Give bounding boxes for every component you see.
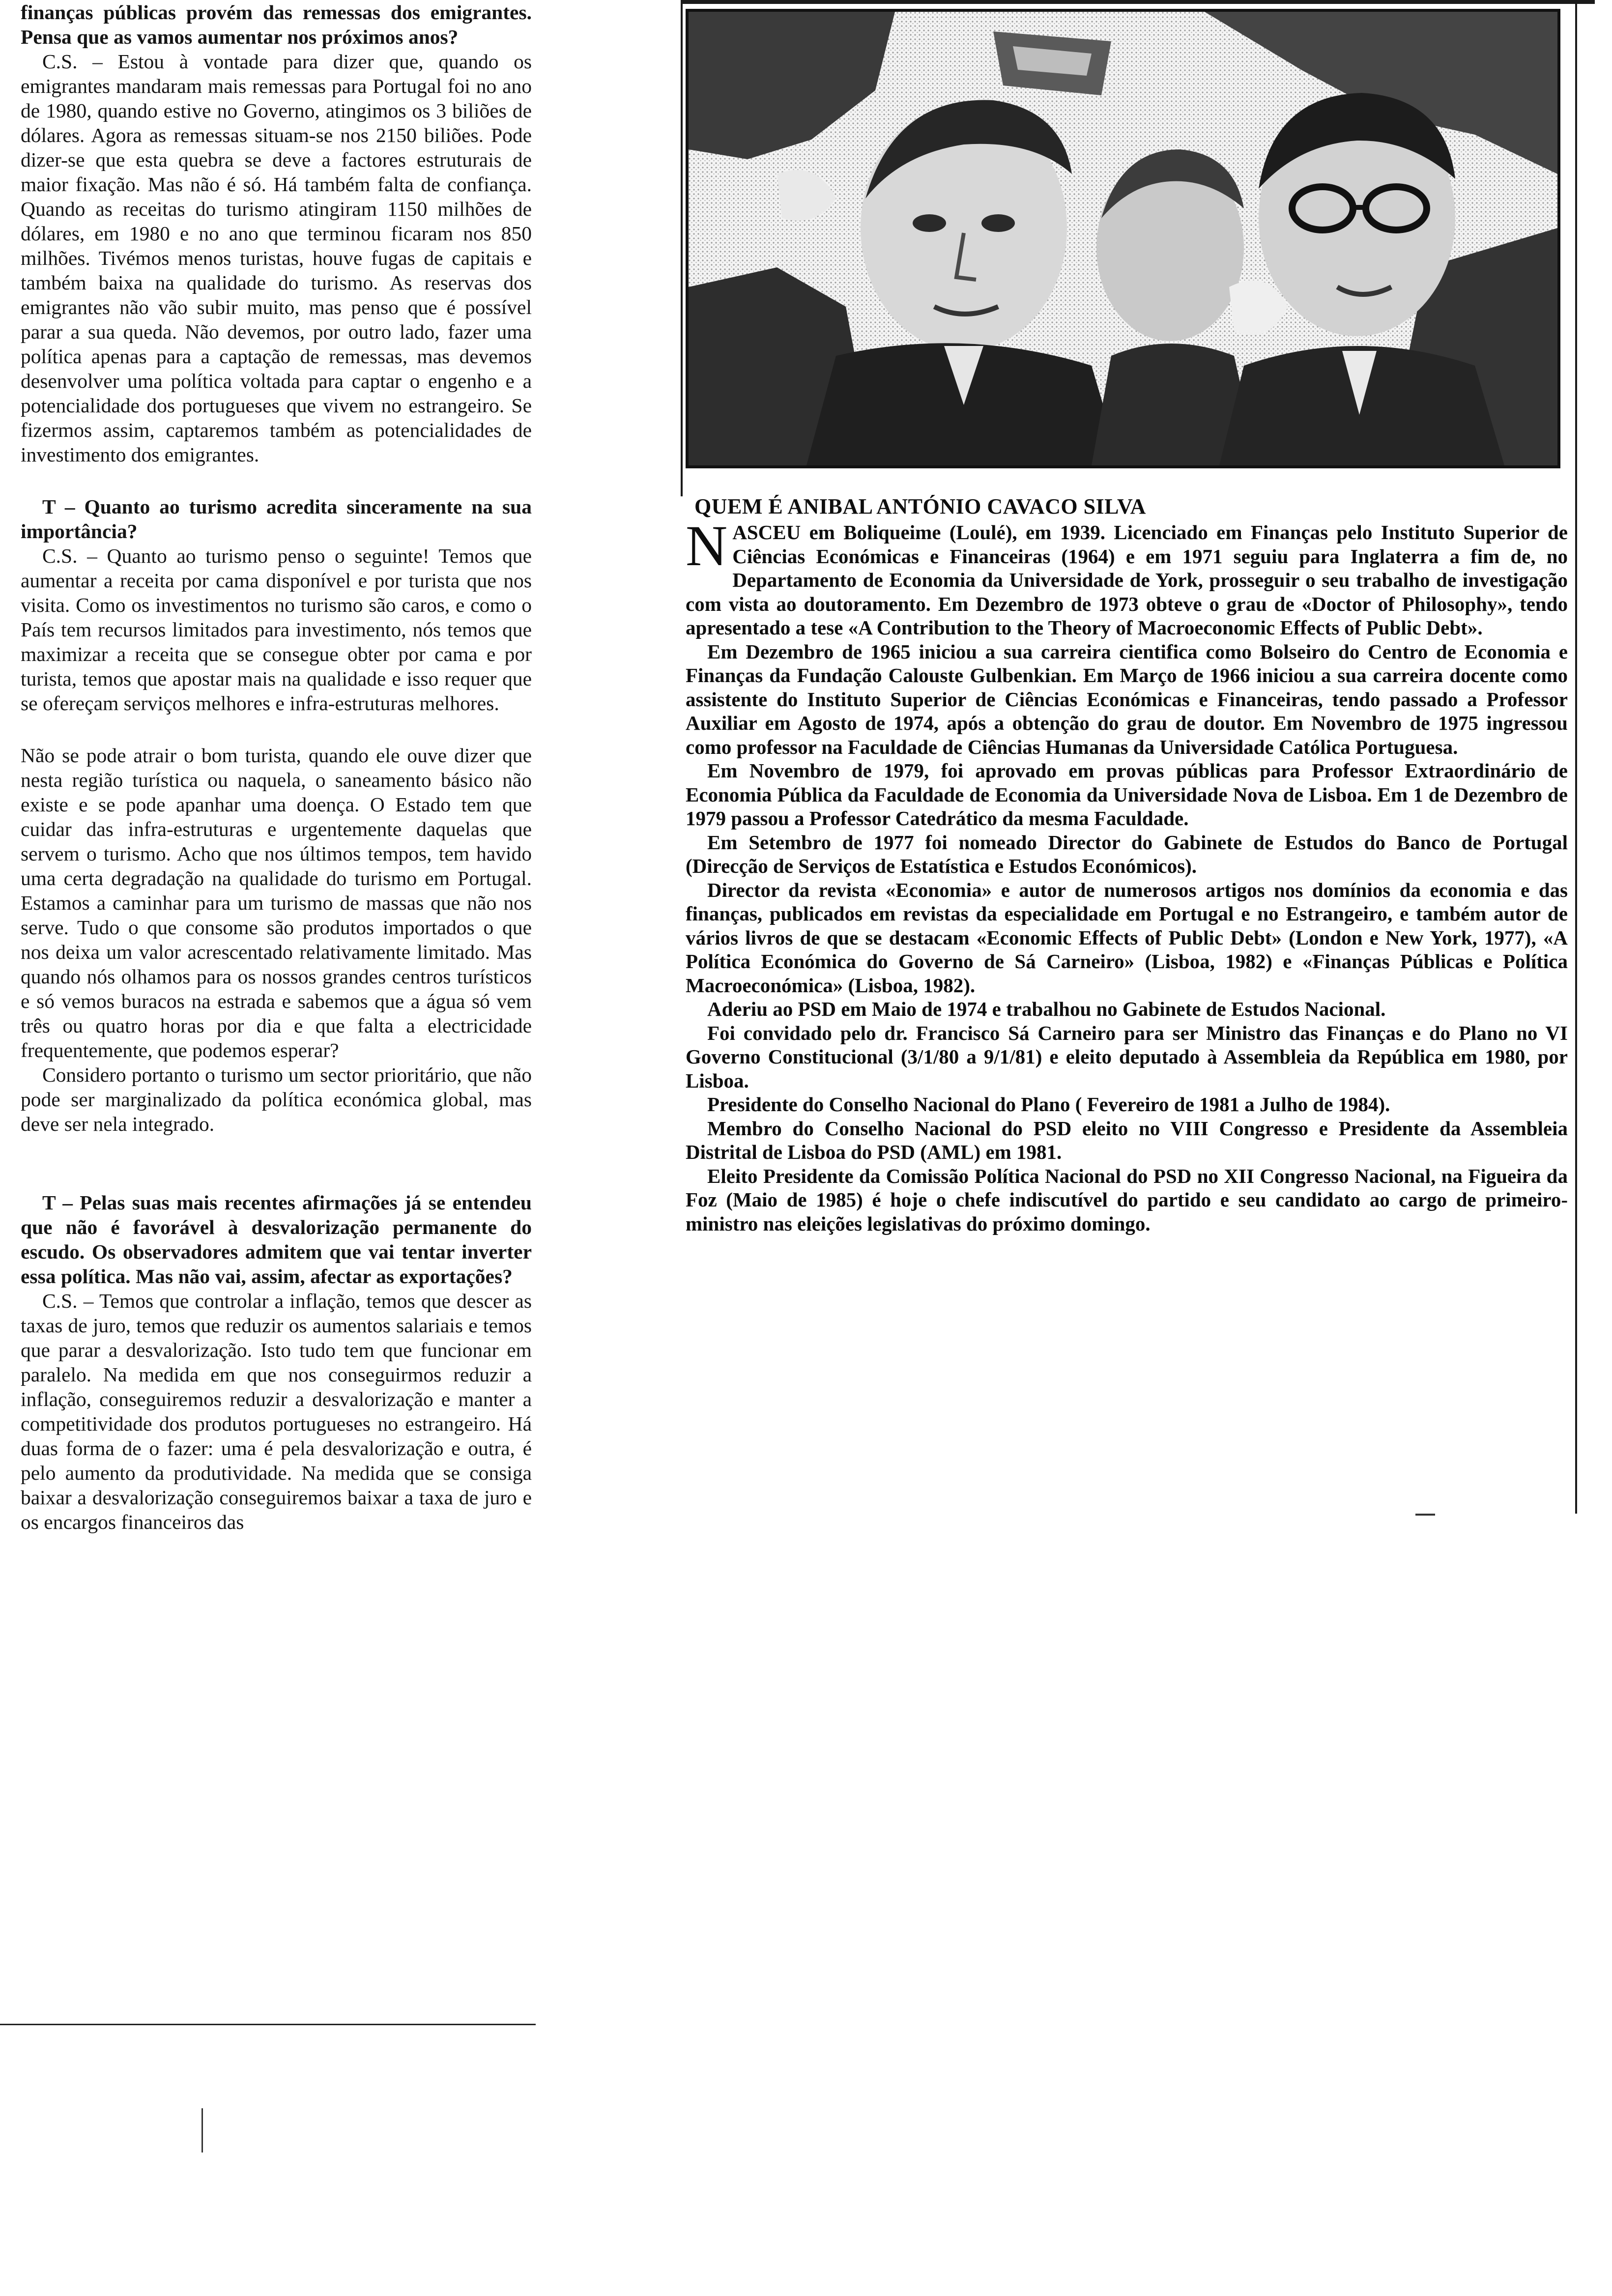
bio-paragraph: Em Dezembro de 1965 iniciou a sua carreira cientifica como Bolseiro do Centro de Economia e Finanças da Fundação Calouste Gulbenkian. Em Março de 1966 iniciou a sua carreira docente como assistente do Instituto Superior de Ciências Económicas e Financeiras, tendo passado a Professor Auxiliar em Agosto de 1974, após a obtenção do grau de doutor. Em Novembro de 1975 ingressou como professor na Faculdade de Ciências Humanas da Universidade Católica Portuguesa. [686, 640, 1568, 758]
scan-speck [202, 2108, 203, 2152]
bio-paragraph: Em Setembro de 1977 foi nomeado Director do Gabinete de Estudos do Banco de Portugal (Direcção de Serviços de Estatística e Estudos Económicos). [686, 831, 1568, 877]
bio-paragraph: Eleito Presidente da Comissão Política Nacional do PSD no XII Congresso Nacional, na Figueira da Foz (Maio de 1985) é hoje o chefe indiscutível do partido e seu candidato ao cargo de primeiro-ministro nas eleições legislativas do próximo domingo. [686, 1164, 1568, 1235]
bio-paragraph-text: ASCEU em Boliqueime (Loulé), em 1939. Licenciado em Finanças pelo Instituto Superior de Ciências Económicas e Financeiras (1964) e em 1971 seguiu para Inglaterra a fim de, no Departamento de Economia da Universidade de York, prosseguir o seu trabalho de investigação com vista ao doutoramento. Em Dezembro de 1973 obteve o grau de «Doctor of Philosophy», tendo apresentado a tese «A Contribution to the Theory of Macroeconomic Effects of Public Debt». [686, 521, 1568, 639]
biography-title: QUEM É ANIBAL ANTÓNIO CAVACO SILVA [694, 494, 1146, 518]
bottom-rule [0, 2024, 536, 2025]
answer-paragraph: Não se pode atrair o bom turista, quando ele ouve dizer que nesta região turística ou naquela, o saneamento básico não existe e se pode apanhar uma doença. O Estado tem que cuidar das infra-estruturas e urgentemente daquelas que servem o turismo. Acho que nos últimos tempos, tem havido uma certa degradação na qualidade do turismo em Portugal. Estamos a caminhar para um turismo de massas que não nos serve. Tudo o que consome são produtos importados o que nos deixa um valor acrescentado relativamente limitado. Mas quando nós olhamos para os nossos grandes centros turísticos e só vemos buracos na estrada e sabemos que a água só vem três ou quatro horas por dia e que falta a electricidade frequentemente, que podemos esperar? [21, 744, 532, 1062]
column-rule-right [1575, 0, 1577, 1514]
question-paragraph: T – Pelas suas mais recentes afirmações já se entendeu que não é favorável à desvalorização permanente do escudo. Os observadores admitem que vai tentar inverter essa política. Mas não vai, assim, afectar as exportações? [21, 1191, 532, 1288]
bio-paragraph: Membro do Conselho Nacional do PSD eleito no VIII Congresso e Presidente da Assembleia Distrital de Lisboa do PSD (AML) em 1981. [686, 1117, 1568, 1163]
bio-paragraph: Aderiu ao PSD em Maio de 1974 e trabalhou no Gabinete de Estudos Nacional. [707, 998, 1386, 1020]
answer-paragraph: C.S. – Temos que controlar a inflação, temos que descer as taxas de juro, temos que reduzir os aumentos salariais e temos que parar a desvalorização. Isto tudo tem que funcionar em paralelo. Na medida em que nos conseguirmos reduzir a inflação, conseguiremos reduzir a desvalorização e manter a competitividade dos produtos portugueses no estrangeiro. Há duas forma de o fazer: uma é pela desvalorização e outra, é pelo aumento da produtividade. Na medida que se consiga baixar a desvalorização conseguiremos baixar a taxa de juro e os encargos financeiros das [21, 1290, 532, 1533]
bio-paragraph: Presidente do Conselho Nacional do Plano ( Fevereiro de 1981 a Julho de 1984). [707, 1093, 1390, 1116]
column-rule-left [681, 0, 683, 496]
answer-paragraph: C.S. – Estou à vontade para dizer que, quando os emigrantes mandaram mais remessas para Portugal foi no ano de 1980, quando estive no Governo, atingimos os 3 biliões de dólares. Agora as remessas situam-se nos 2150 biliões. Pode dizer-se que esta quebra se deve a factores estruturais de maior fixação. Mas não é só. Há também falta de confiança. Quando as receitas do turismo atingiram 1150 milhões de dólares, em 1980 e no ano que terminou ficaram nos 850 milhões. Tivémos menos turistas, houve fugas de capitais e também baixa na qualidade do turismo. As reservas dos emigrantes não vão subir muito, mas penso que é possível parar a sua queda. Não devemos, por outro lado, fazer uma política apenas para a captação de remessas, mas devemos desenvolver uma política voltada para captar o engenho e a potencialidade dos portugueses que vivem no estrangeiro. Se fizermos assim, captaremos também as potencialidades de investimento dos emigrantes. [21, 50, 532, 466]
top-rule [681, 0, 1595, 4]
bio-paragraph [686, 514, 1568, 640]
interview-column [21, 0, 532, 1534]
drop-cap: N [686, 514, 728, 578]
answer-paragraph: Considero portanto o turismo um sector prioritário, que não pode ser marginalizado da política económica global, mas deve ser nela integrado. [21, 1063, 532, 1135]
answer-paragraph: C.S. – Quanto ao turismo penso o seguinte! Temos que aumentar a receita por cama disponível e por turista que nos visita. Como os investimentos no turismo são caros, e como o País tem recursos limitados para investimento, nós temos que maximizar a receita que se consegue obter por cama e por turista, temos que apostar mais na qualidade e isso requer que se ofereçam serviços melhores e infra-estruturas melhores. [21, 545, 532, 715]
biography-box [686, 494, 1568, 1235]
question-paragraph: finanças públicas provém das remessas dos emigrantes. Pensa que as vamos aumentar nos próximos anos? [21, 1, 532, 48]
press-photo [686, 9, 1560, 468]
bio-paragraph: Foi convidado pelo dr. Francisco Sá Carneiro para ser Ministro das Finanças e do Plano no VI Governo Constitucional (3/1/80 a 9/1/81) e eleito deputado à Assembleia da República em 1980, por Lisboa. [686, 1021, 1568, 1092]
press-photo-image [689, 12, 1557, 465]
bio-paragraph: Em Novembro de 1979, foi aprovado em provas públicas para Professor Extraordinário de Economia Pública da Faculdade de Economia da Universidade Nova de Lisboa. Em 1 de Dezembro de 1979 passou a Professor Catedrático da mesma Faculdade. [686, 759, 1568, 830]
bio-paragraph: Director da revista «Economia» e autor de numerosos artigos nos domínios da economia e das finanças, publicados em revistas da especialidade em Portugal e no Estrangeiro, e também autor de vários livros de que se destacam «Economic Effects of Public Debt» (London e New York, 1977), «A Política Económica do Governo de Sá Carneiro» (Lisboa, 1982) e «Finanças Públicas e Política Macroeconómica» (Lisboa, 1982). [686, 878, 1568, 997]
question-paragraph: T – Quanto ao turismo acredita sinceramente na sua importância? [21, 495, 532, 543]
scan-speck [1415, 1514, 1435, 1516]
